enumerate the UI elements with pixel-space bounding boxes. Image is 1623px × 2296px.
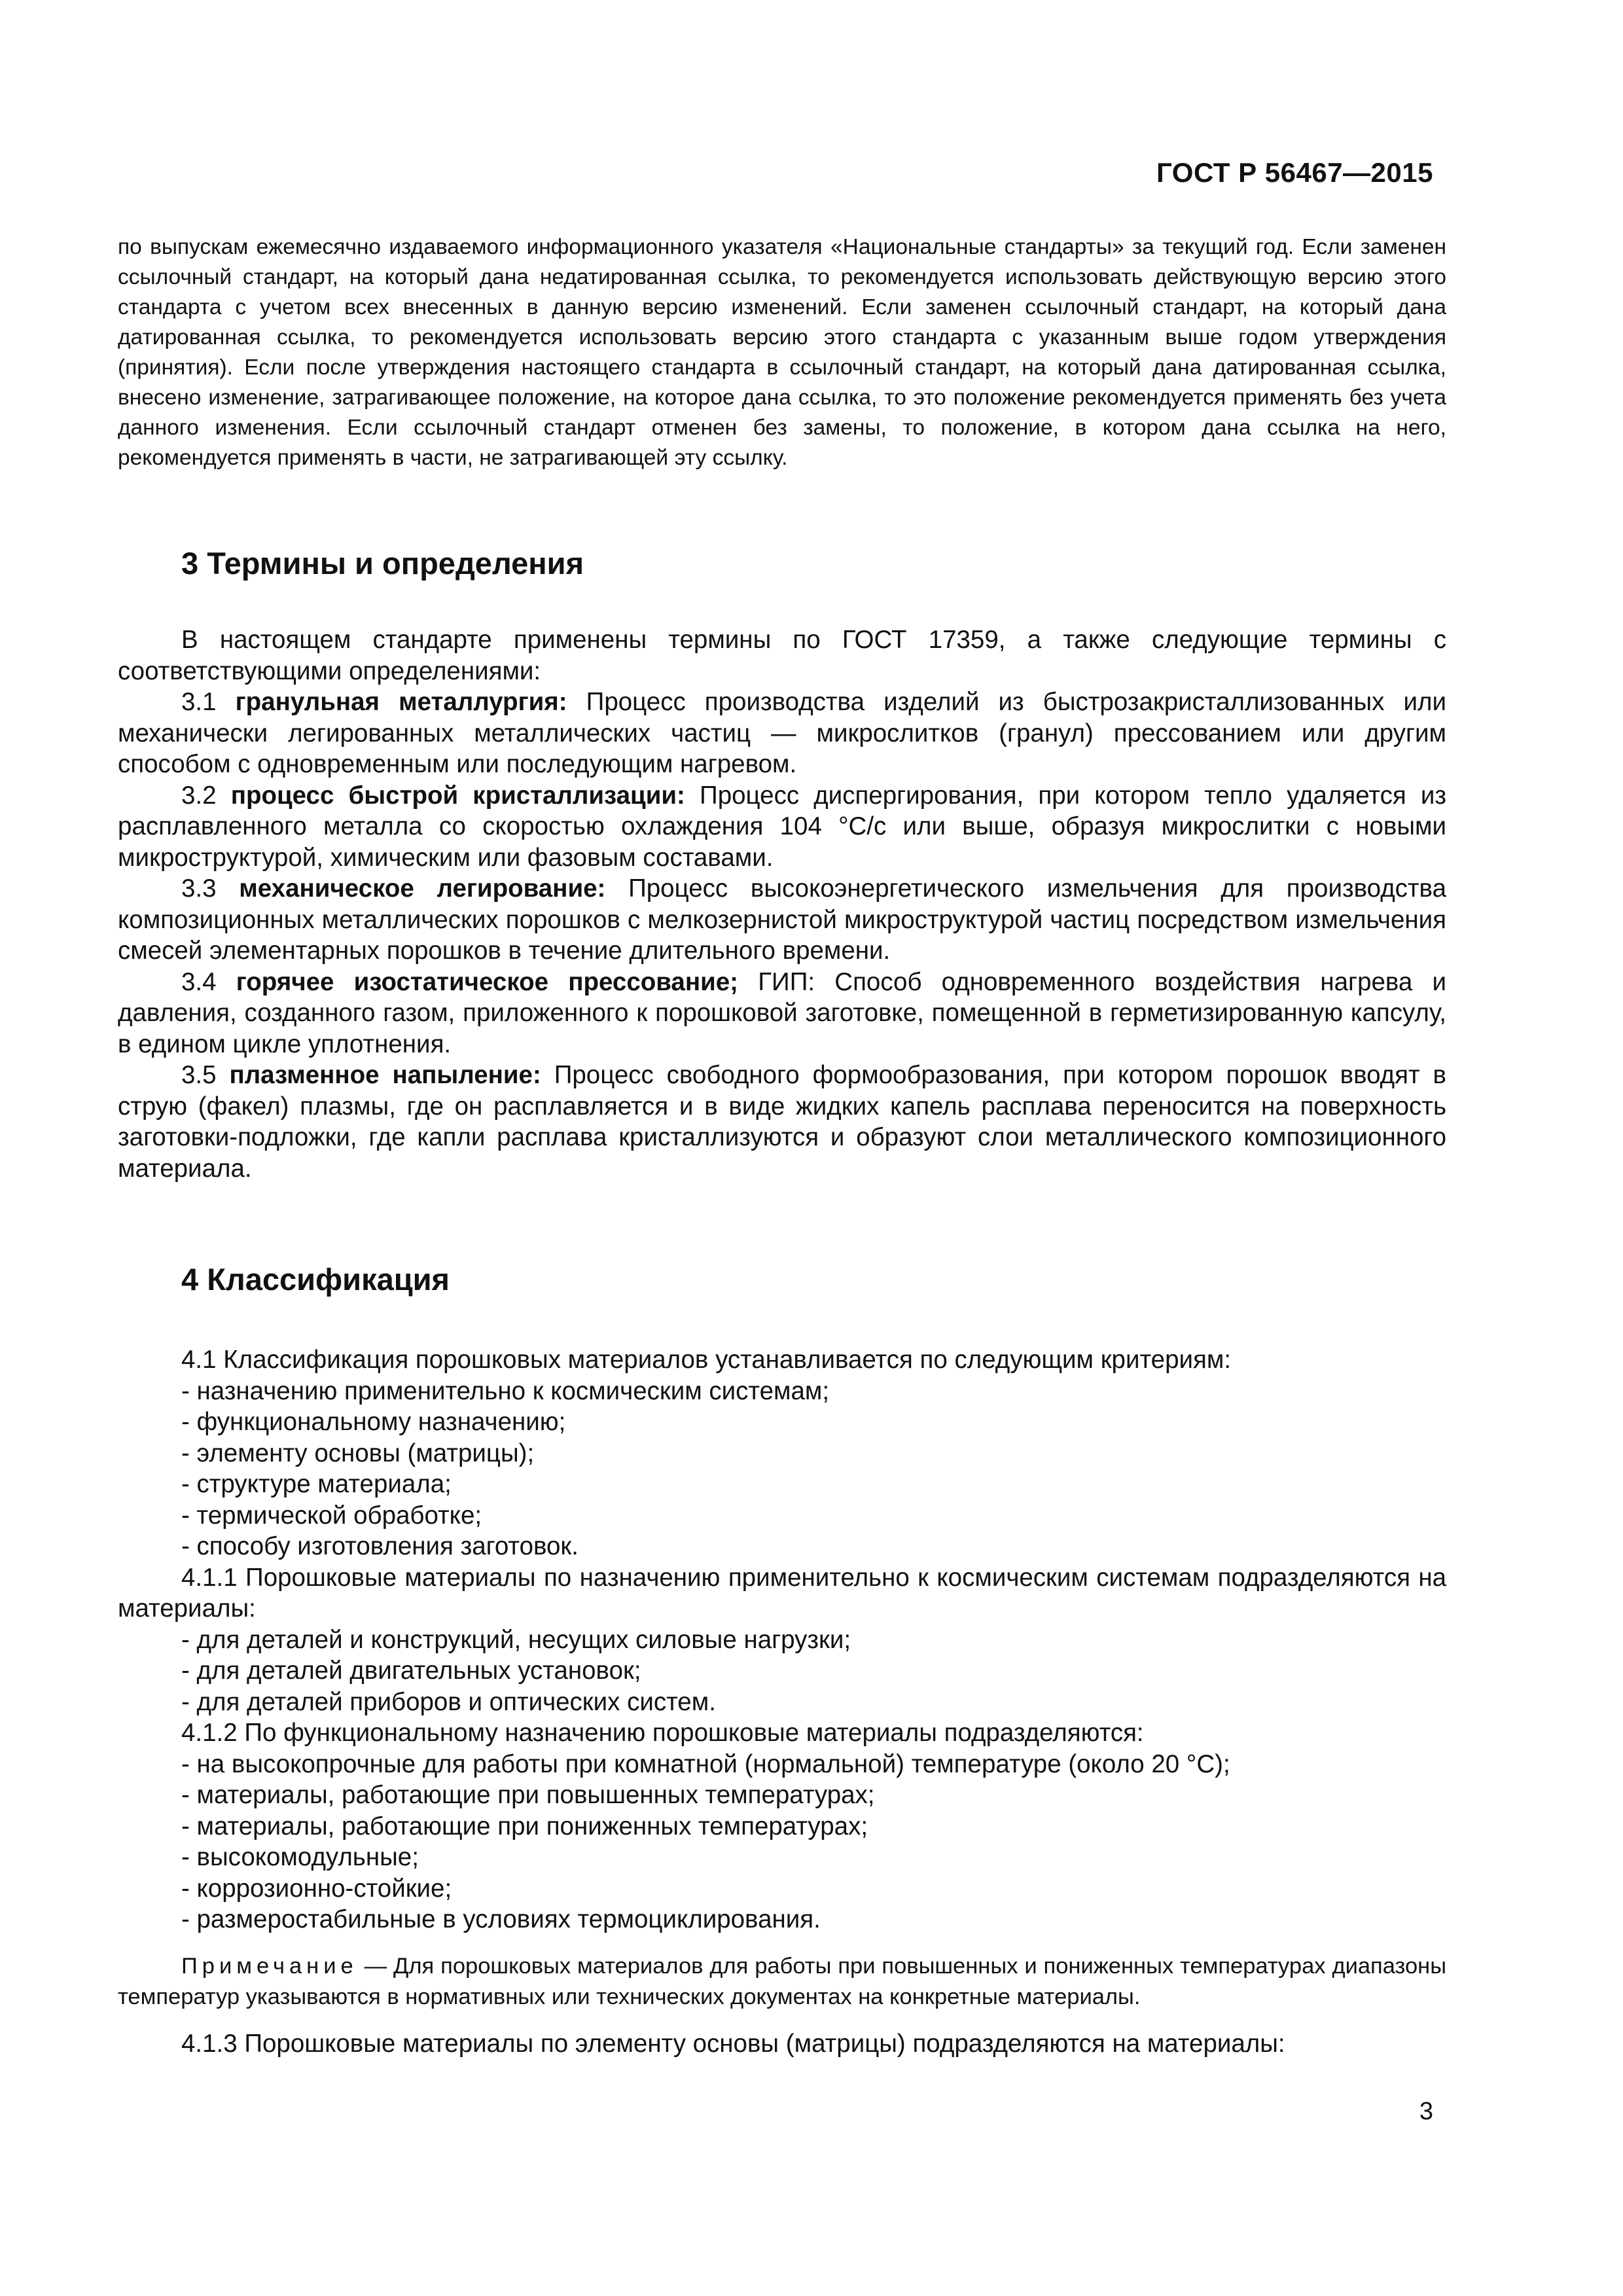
list-item: - элементу основы (матрицы); <box>181 1439 535 1467</box>
clause-4-1-2: 4.1.2 По функциональному назначению порошковые материалы подразделяются: <box>181 1719 1144 1747</box>
list-item: - коррозионно-стойкие; <box>181 1874 452 1903</box>
note-label: Примечание <box>181 1953 358 1979</box>
purpose-list <box>118 1624 1446 1718</box>
term-name: процесс быстрой кристаллизации: <box>230 781 685 810</box>
term-definition: Процесс диспергирования, при котором тепло удаляется из расплавленного металла со скоростью охлаждения 104 °С/с или выше, образуя микрослитки с новыми микроструктурой, химическим или фазовым составами. <box>118 781 1447 872</box>
list-item: - для деталей и конструкций, несущих силовые нагрузки; <box>181 1625 851 1654</box>
term-3-3 <box>118 873 1446 967</box>
list-item: - на высокопрочные для работы при комнатной (нормальной) температуре (около 20 °С); <box>181 1749 1230 1778</box>
list-item: - для деталей двигательных установок; <box>181 1657 641 1685</box>
term-3-4 <box>118 967 1446 1060</box>
term-definition: Процесс высокоэнергетического измельчения для производства композиционных металлических порошков с мелкозернистой микроструктурой частиц посредством измельчения смесей элементарных порошков в течение длительного времени. <box>118 874 1446 965</box>
list-item: - термической обработке; <box>181 1501 482 1530</box>
clause-4-1-1: 4.1.1 Порошковые материалы по назначению применительно к космическим системам подразделяются на материалы: <box>118 1563 1446 1623</box>
page-content <box>118 232 1446 2059</box>
term-definition: Процесс свободного формообразования, при котором порошок вводят в струю (факел) плазмы, где он расплавляется и в виде жидких капель расплава переносится на поверхность заготовки-подложки, где капли расплава кристаллизуются и образуют слои металлического композиционного материала. <box>118 1061 1446 1183</box>
term-definition: Способ одновременного воздействия нагрева и давления, созданного газом, приложенного к порошковой заготовке, помещенной в герметизированную капсулу, в едином цикле уплотнения. <box>118 967 1447 1058</box>
list-item: - материалы, работающие при повышенных температурах; <box>181 1781 875 1809</box>
term-name: гранульная металлургия: <box>235 688 567 716</box>
term-number: 3.4 <box>181 967 217 996</box>
term-number: 3.3 <box>181 874 217 903</box>
document-code-header: ГОСТ Р 56467—2015 <box>1156 157 1433 188</box>
list-item: - назначению применительно к космическим системам; <box>181 1376 830 1405</box>
term-3-2 <box>118 780 1446 874</box>
term-3-1 <box>118 687 1446 780</box>
term-definition: Процесс производства изделий из быстрозакристаллизованных или механически легированных металлических частиц — микрослитков (гранул) прессованием или другим способом с одновременным или последующим нагревом. <box>118 688 1447 778</box>
section-4-title: 4 Классификация <box>181 1262 450 1297</box>
section-3-intro: В настоящем стандарте применены термины по ГОСТ 17359, а также следующие термины с соответствующими определениями: <box>118 626 1446 685</box>
page-number: 3 <box>1419 2098 1433 2125</box>
term-name: горячее изостатическое прессование; <box>236 967 738 996</box>
intro-paragraph: по выпускам ежемесячно издаваемого информационного указателя «Национальные стандарты» за текущий год. Если заменен ссылочный стандарт, на который дана недатированная ссылка, то рекомендуется использовать действующую версию этого стандарта с учетом всех внесенных в данную версию изменений. Если заменен ссылочный стандарт, на который дана датированная ссылка, то рекомендуется использовать версию этого стандарта с указанным выше годом утверждения (принятия). Если после утверждения настоящего стандарта в ссылочный стандарт, на который дана датированная ссылка, внесено изменение, затрагивающее положение, на которое дана ссылка, то это положение рекомендуется применять без учета данного изменения. Если ссылочный стандарт отменен без замены, то положение, в котором дана ссылка на него, рекомендуется применять в части, не затрагивающей эту ссылку. <box>118 235 1446 470</box>
term-number: 3.2 <box>181 781 217 810</box>
term-number: 3.1 <box>181 688 217 716</box>
clause-4-1-3: 4.1.3 Порошковые материалы по элементу основы (матрицы) подразделяются на материалы: <box>181 2029 1285 2058</box>
list-item: - материалы, работающие при пониженных температурах; <box>181 1812 868 1840</box>
clause-4-1: 4.1 Классификация порошковых материалов устанавливается по следующим критериям: <box>181 1346 1232 1374</box>
term-name: плазменное напыление: <box>229 1061 541 1089</box>
list-item: - размеростабильные в условиях термоциклирования. <box>181 1905 821 1933</box>
section-3-title: 3 Термины и определения <box>181 546 584 581</box>
list-item: - для деталей приборов и оптических систем. <box>181 1687 716 1716</box>
term-number: 3.5 <box>181 1061 217 1089</box>
term-name: механическое легирование: <box>239 874 606 903</box>
function-list <box>118 1749 1446 1935</box>
term-3-5 <box>118 1060 1446 1184</box>
criteria-list <box>118 1376 1446 1562</box>
list-item: - высокомодульные; <box>181 1843 419 1871</box>
list-item: - функциональному назначению; <box>181 1408 566 1436</box>
note-text: — Для порошковых материалов для работы при повышенных и пониженных температурах диапазоны температур указываются в нормативных или технических документах на конкретные материалы. <box>118 1953 1446 2009</box>
note <box>118 1951 1446 2013</box>
list-item: - структуре материала; <box>181 1470 452 1498</box>
list-item: - способу изготовления заготовок. <box>181 1532 579 1560</box>
term-abbreviation: ГИП: <box>758 967 815 996</box>
